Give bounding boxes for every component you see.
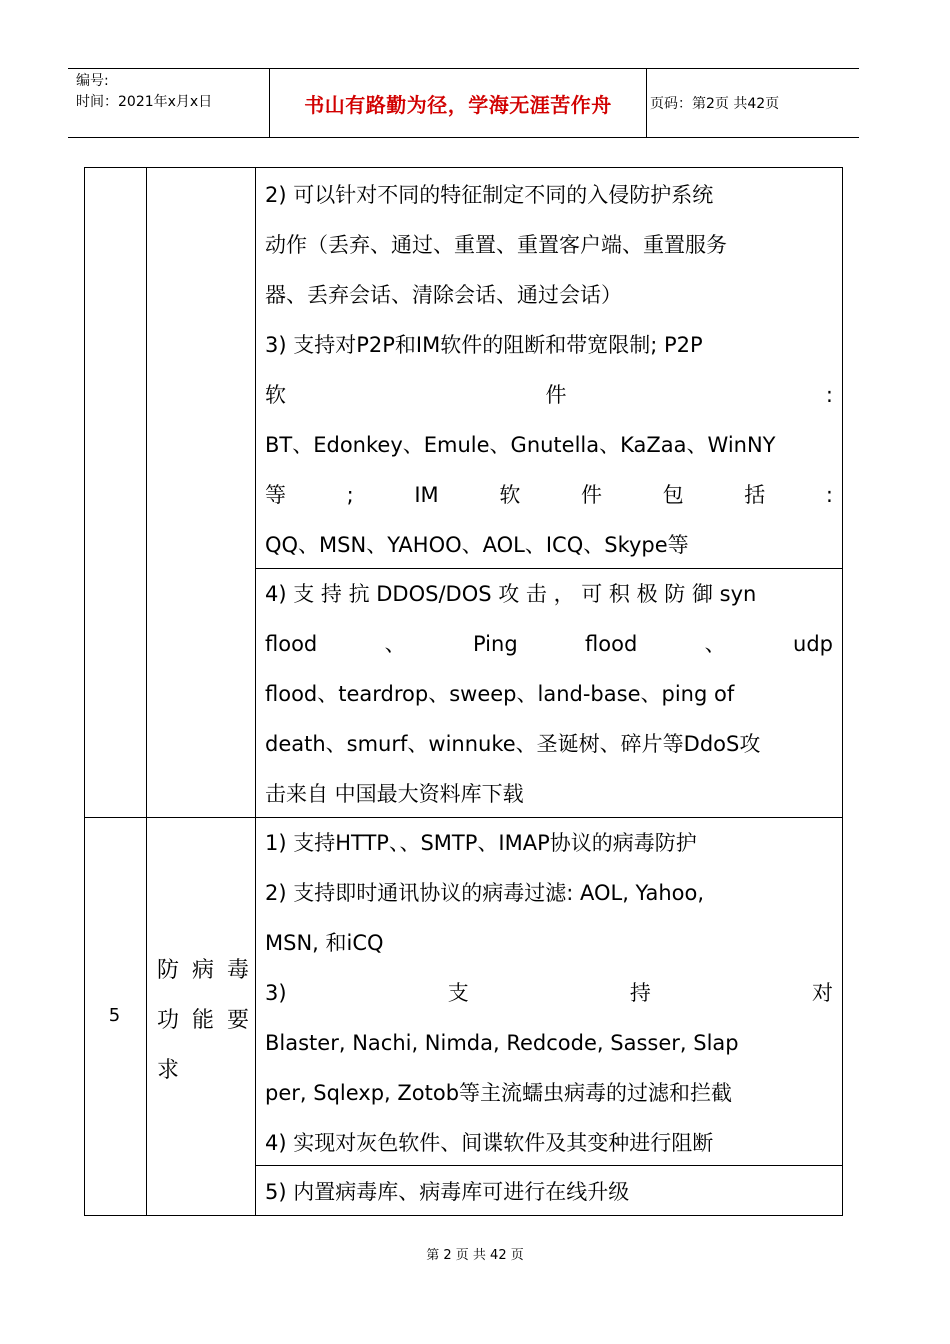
text-line: QQ、MSN、YAHOO、AOL、ICQ、Skype等 (265, 533, 689, 557)
word: 要 (226, 1008, 249, 1033)
text-line: 1) 支持HTTP、、SMTP、IMAP协议的病毒防护 (265, 831, 697, 855)
header-meta (76, 71, 212, 113)
text-line: 4) 支 持 抗 DDOS/DOS 攻 击 ， 可 积 极 防 御 syn (265, 582, 757, 606)
text-line: 器、丢弃会话、清除会话、通过会话） (265, 283, 622, 307)
page-footer: 第 2 页 共 42 页 (426, 1248, 524, 1263)
text-line: flood、teardrop、sweep、land-base、ping of (265, 682, 735, 706)
justified-line (265, 370, 833, 420)
header-divider (646, 69, 647, 137)
word: 防 (157, 958, 180, 983)
text-line: Blaster, Nachi, Nimda, Redcode, Sasser, Slap (265, 1031, 739, 1055)
word: IM (414, 483, 439, 507)
word: flood (585, 632, 638, 656)
word: 、 (704, 632, 726, 656)
word: 毒 (226, 958, 249, 983)
page-header (68, 68, 859, 138)
category-line (157, 996, 249, 1046)
text-line: 动作（丢弃、通过、重置、重置客户端、重置服务 (265, 233, 727, 257)
justified-line (265, 619, 833, 669)
word: udp (793, 632, 833, 656)
word: 软 (499, 483, 521, 507)
word: 等 (265, 483, 286, 507)
text-line: 2) 可以针对不同的特征制定不同的入侵防护系统 (265, 183, 714, 207)
table-column-divider (255, 168, 256, 1215)
text-line: 3) 支持对P2P和IM软件的阻断和带宽限制; P2P (265, 333, 703, 357)
category-line: 求 (157, 1058, 180, 1083)
row-number: 5 (108, 1005, 121, 1026)
word: flood (265, 632, 318, 656)
justified-line (265, 968, 833, 1018)
row-category (157, 946, 249, 1096)
word: ; (346, 483, 354, 507)
text-line: 5) 内置病毒库、病毒库可进行在线升级 (265, 1180, 630, 1204)
table-column-divider (146, 168, 147, 1215)
word: 件 (545, 383, 567, 407)
text-line: death、smurf、winnuke、圣诞树、碎片等DdoS攻 (265, 732, 761, 756)
antivirus-feature-cell (265, 818, 833, 1168)
word: 、 (384, 632, 406, 656)
code-label: 编号: (76, 73, 109, 89)
word: 软 (265, 383, 286, 407)
text-line: BT、Edonkey、Emule、Gnutella、KaZaa、WinNY (265, 433, 776, 457)
header-page-label: 页码：第2页 共42页 (650, 96, 780, 112)
word: 包 (662, 483, 684, 507)
justified-line (265, 470, 833, 520)
word: 件 (580, 483, 602, 507)
word: 3) (265, 981, 287, 1005)
header-motto: 书山有路勤为径，学海无涯苦作舟 (304, 92, 612, 117)
word: 能 (191, 1008, 214, 1033)
word: 病 (191, 958, 214, 983)
text-line: 击来自 中国最大资料库下载 (265, 782, 524, 806)
ips-feature-cell (265, 170, 833, 570)
word: 持 (629, 981, 651, 1005)
word: 支 (447, 981, 469, 1005)
time-label: 时间：2021年x月x日 (76, 94, 213, 110)
category-line (157, 946, 249, 996)
word: : (825, 383, 833, 407)
text-line: 4) 实现对灰色软件、间谍软件及其变种进行阻断 (265, 1131, 714, 1155)
text-line: per, Sqlexp, Zotob等主流蠕虫病毒的过滤和拦截 (265, 1081, 733, 1105)
text-line: MSN, 和iCQ (265, 931, 384, 955)
text-line: 2) 支持即时通讯协议的病毒过滤: AOL, Yahoo, (265, 881, 705, 905)
word: : (825, 483, 833, 507)
word: 功 (157, 1008, 180, 1033)
ddos-feature-cell (265, 569, 833, 819)
virus-db-cell (265, 1167, 833, 1217)
word: 对 (811, 981, 833, 1005)
word: 括 (744, 483, 766, 507)
word: Ping (472, 632, 518, 656)
